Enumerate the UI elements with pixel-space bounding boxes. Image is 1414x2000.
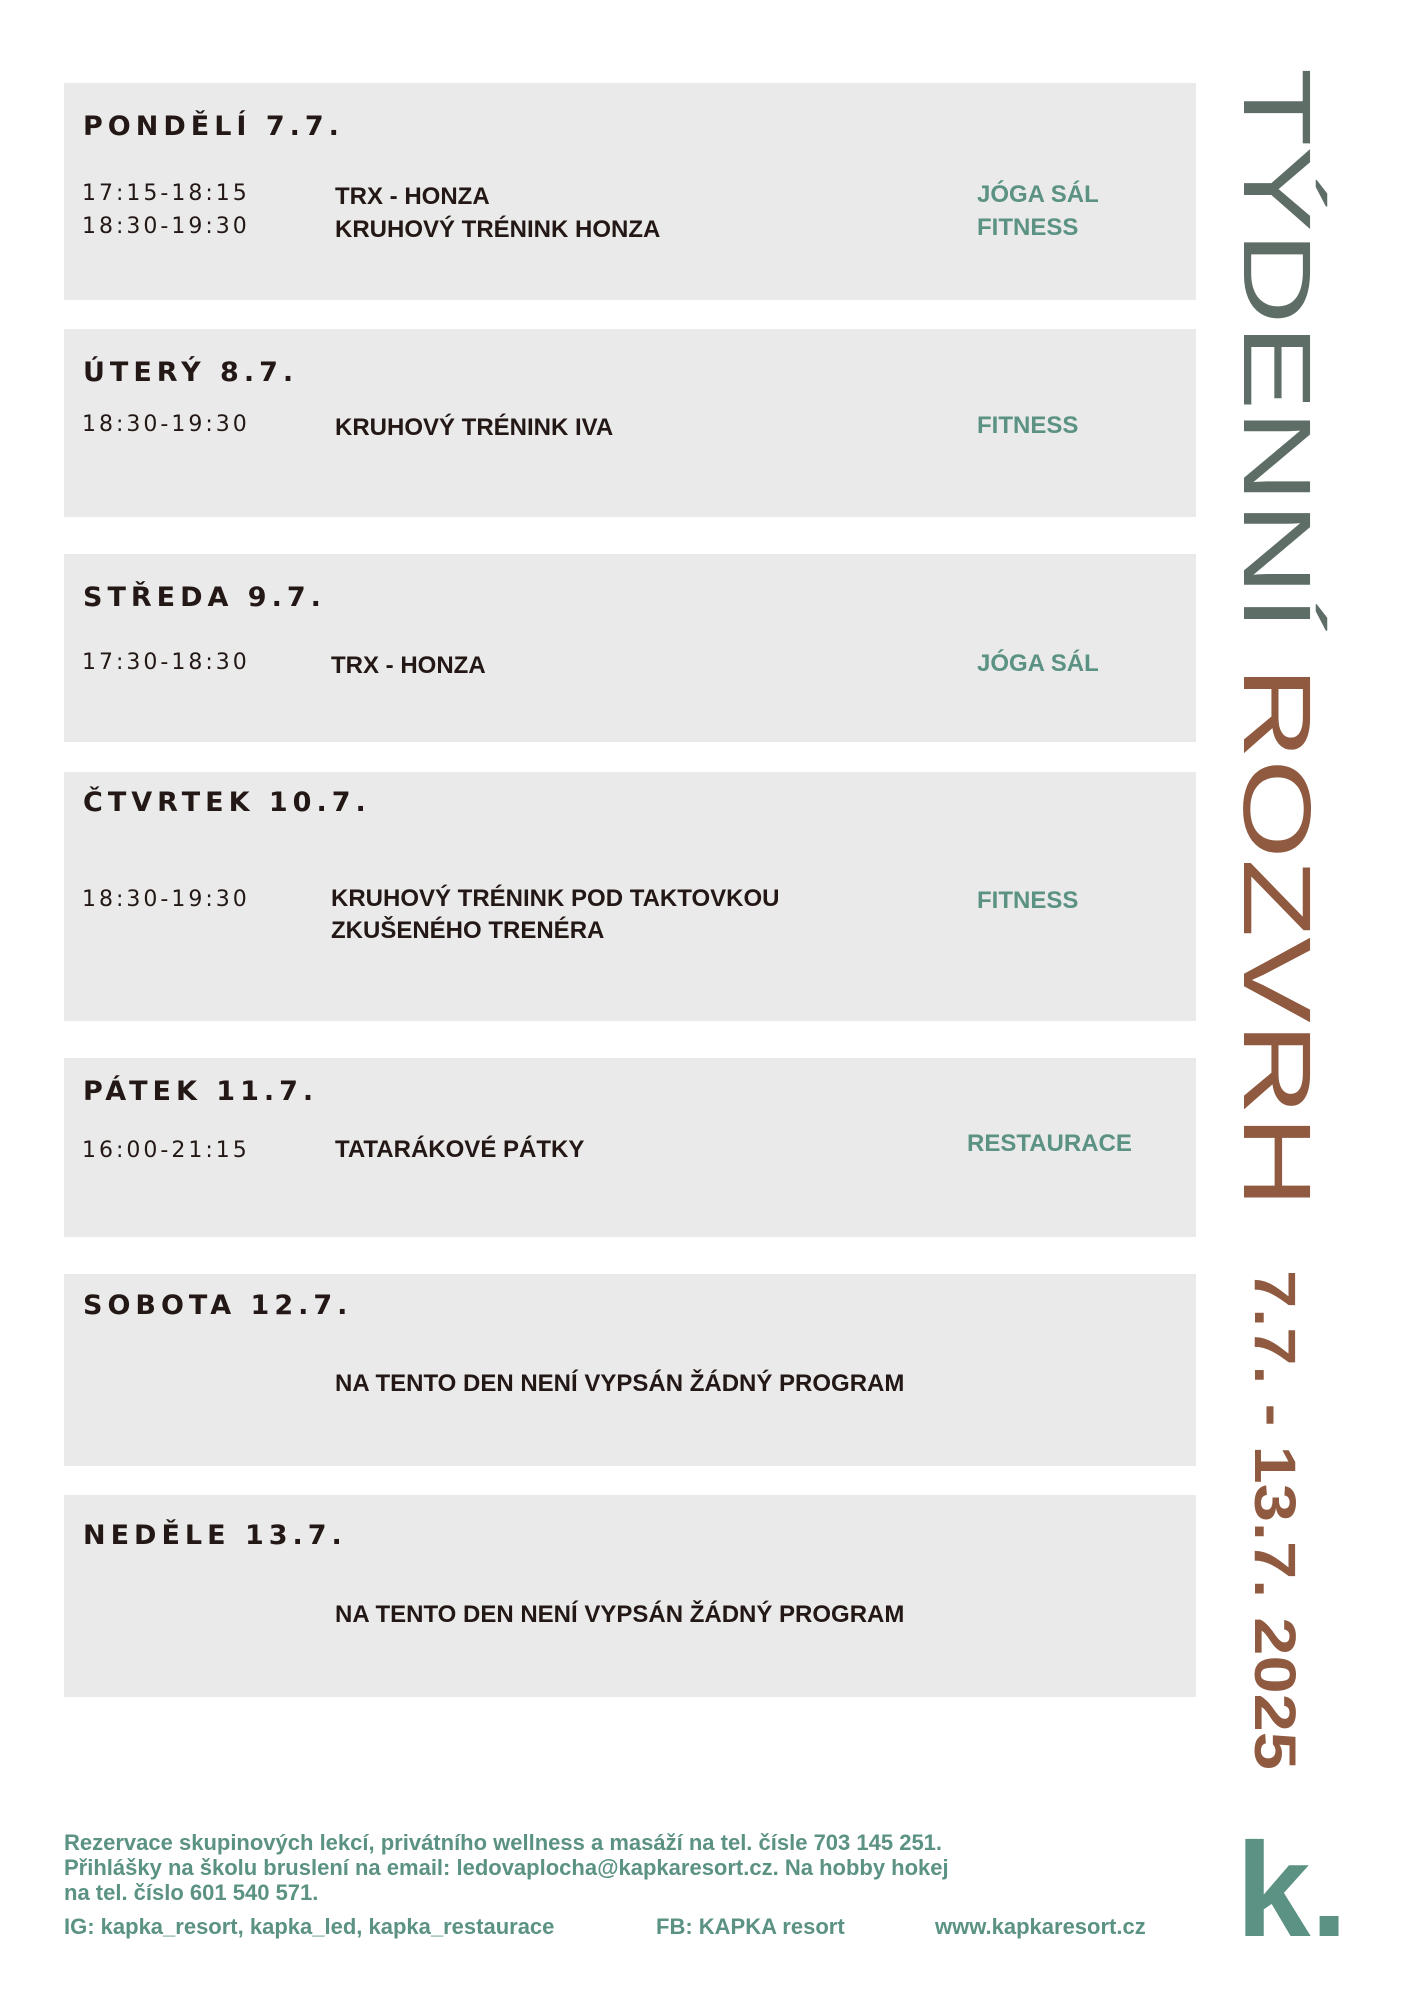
- location-label: RESTAURACE: [967, 1130, 1132, 1157]
- time-slot: 18:30-19:30: [82, 214, 250, 239]
- activity-name: KRUHOVÝ TRÉNINK HONZA: [335, 216, 661, 243]
- activity-name: TRX - HONZA: [335, 183, 490, 210]
- time-slot: 17:15-18:15: [82, 181, 250, 206]
- day-panel-monday: [64, 83, 1196, 300]
- location-label: FITNESS: [977, 412, 1079, 439]
- footer-social-links: [64, 1914, 1184, 1944]
- instagram-handles[interactable]: IG: kapka_resort, kapka_led, kapka_restaurace: [64, 1914, 555, 1939]
- day-panel-tuesday: [64, 329, 1196, 517]
- date-range-text: 7.7. - 13.7. 2025: [1242, 1270, 1307, 1693]
- day-panel-sunday: [64, 1495, 1196, 1697]
- logo-text: k.: [1236, 1834, 1348, 1944]
- title-part-weekly: TÝDENNÍ: [1223, 68, 1330, 490]
- day-panel-saturday: [64, 1274, 1196, 1466]
- activity-name: TRX - HONZA: [331, 652, 486, 679]
- activity-name: TATARÁKOVÉ PÁTKY: [335, 1136, 585, 1163]
- facebook-link[interactable]: FB: KAPKA resort: [656, 1914, 845, 1939]
- day-panel-wednesday: [64, 554, 1196, 742]
- time-slot: 16:00-21:15: [82, 1138, 250, 1163]
- day-title: SOBOTA 12.7.: [83, 1290, 353, 1321]
- schedule-title: [1223, 68, 1330, 1218]
- day-title: PÁTEK 11.7.: [83, 1076, 319, 1107]
- website-link[interactable]: www.kapkaresort.cz: [935, 1914, 1146, 1939]
- footer-skating-text: Přihlášky na školu bruslení na email: ledovaplocha@kapkaresort.cz. Na hobby hokej: [64, 1855, 949, 1880]
- time-slot: 18:30-19:30: [82, 412, 250, 437]
- day-title: PONDĚLÍ 7.7.: [83, 111, 344, 142]
- time-slot: 17:30-18:30: [82, 650, 250, 675]
- no-program-notice: NA TENTO DEN NENÍ VYPSÁN ŽÁDNÝ PROGRAM: [335, 1370, 905, 1397]
- location-label: FITNESS: [977, 887, 1079, 914]
- schedule-date-range: [1242, 1270, 1315, 1790]
- footer-reservation-text: Rezervace skupinových lekcí, privátního wellness a masáží na tel. čísle 703 145 251.: [64, 1830, 943, 1855]
- no-program-notice: NA TENTO DEN NENÍ VYPSÁN ŽÁDNÝ PROGRAM: [335, 1601, 905, 1628]
- kapka-logo: [1236, 1834, 1366, 1944]
- day-title: STŘEDA 9.7.: [83, 582, 326, 613]
- day-panel-friday: [64, 1058, 1196, 1237]
- location-label: JÓGA SÁL: [977, 650, 1099, 677]
- title-part-schedule: ROZVRH: [1223, 666, 1330, 1072]
- location-label: JÓGA SÁL: [977, 181, 1099, 208]
- day-title: ÚTERÝ 8.7.: [83, 357, 299, 388]
- svg-text:TÝDENNÍ ROZVRH: [1223, 68, 1330, 1208]
- activity-name: KRUHOVÝ TRÉNINK POD TAKTOVKOU ZKUŠENÉHO TRENÉRA: [331, 885, 780, 944]
- day-title: ČTVRTEK 10.7.: [83, 787, 371, 818]
- day-title: NEDĚLE 13.7.: [83, 1520, 347, 1551]
- footer-hockey-text: na tel. číslo 601 540 571.: [64, 1880, 319, 1905]
- footer-info: [64, 1830, 1174, 1905]
- time-slot: 18:30-19:30: [82, 887, 250, 912]
- activity-name: KRUHOVÝ TRÉNINK IVA: [335, 414, 614, 441]
- day-panel-thursday: [64, 772, 1196, 1021]
- location-label: FITNESS: [977, 214, 1079, 241]
